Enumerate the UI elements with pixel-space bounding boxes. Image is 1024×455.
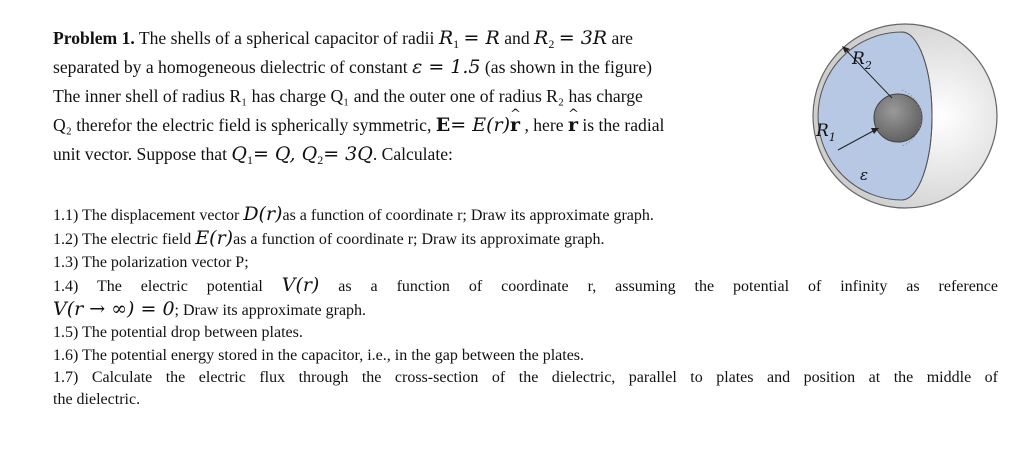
question-1-7-line-1: 1.7) Calculate the electric flux through the cross-section of the dielectric, parallel to plates and position at the middle of <box>53 369 998 387</box>
problem-line-2: separated by a homogeneous dielectric of constant ε = 1.5 (as shown in the figure) <box>53 56 653 78</box>
capacitor-figure <box>802 20 1002 210</box>
problem-label: Problem 1 <box>53 28 131 48</box>
question-1-2: 1.2) The electric field E(r)as a function of coordinate r; Draw its approximate graph. <box>53 227 605 250</box>
question-1-5: 1.5) The potential drop between plates. <box>53 324 303 342</box>
inner-sphere <box>874 94 922 142</box>
question-1-1: 1.1) The displacement vector D(r)as a function of coordinate r; Draw its approximate graph. <box>53 203 654 225</box>
question-1-7-line-2: the dielectric. <box>53 391 141 409</box>
question-1-6: 1.6) The potential energy stored in the capacitor, i.e., in the gap between the plates. <box>53 346 585 364</box>
problem-statement <box>53 24 793 169</box>
label-r1: $R_1$ <box>816 121 836 144</box>
problem-line-3: The inner shell of radius R₁ has charge Q₁ and the outer one of radius R₂ has charge <box>53 86 643 106</box>
problem-line-4: Q₂ therefor the electric field is spherically symmetric, E= E(r)r ^ , here r ^ is the radial <box>53 111 793 140</box>
question-1-4-line-2: V(r → ∞) = 0; Draw its approximate graph. <box>53 298 367 321</box>
label-r2: $R_2$ <box>852 49 872 72</box>
problem-line-1: Problem 1. The shells of a spherical capacitor of radii $R_1 = R$ and $R_2 = 3R$ are <box>53 27 633 51</box>
label-epsilon: ε <box>860 166 869 184</box>
question-1-4-line-1: 1.4) The electric potential V(r) as a function of coordinate r, assuming the potential of infinity as reference <box>53 273 999 296</box>
question-1-3: 1.3) The polarization vector P; <box>53 253 249 271</box>
problem-line-5: unit vector. Suppose that $Q_1= Q$, $Q_2= 3Q$. Calculate: <box>53 143 453 167</box>
question-list <box>53 203 998 412</box>
